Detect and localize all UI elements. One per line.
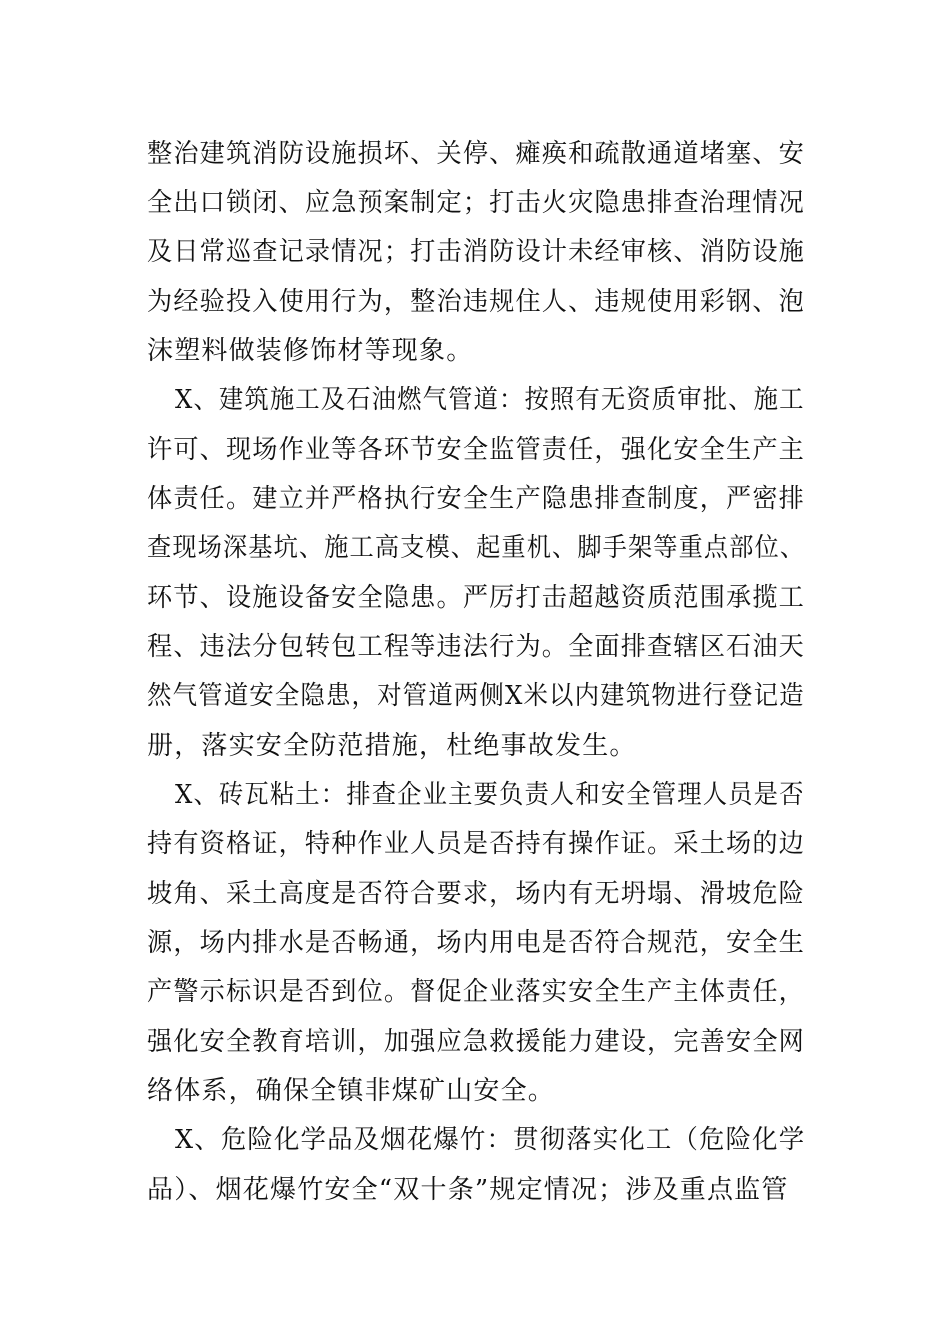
text-line: 然气管道安全隐患，对管道两侧X米以内建筑物进行登记造 (147, 681, 805, 711)
text-line: 沫塑料做装修饰材等现象。 (147, 336, 474, 366)
text-line: 产警示标识是否到位。督促企业落实安全生产主体责任， (147, 977, 805, 1007)
text-line: 为经验投入使用行为，整治违规住人、违规使用彩钢、泡 (147, 287, 805, 317)
text-line: 持有资格证，特种作业人员是否持有操作证。采土场的边 (147, 829, 805, 859)
text-line: 络体系，确保全镇非煤矿山安全。 (147, 1076, 556, 1106)
text-line: 源，场内排水是否畅通，场内用电是否符合规范，安全生 (147, 928, 805, 958)
text-line: 册，落实安全防范措施，杜绝事故发生。 (147, 731, 637, 761)
text-line: 整治建筑消防设施损坏、关停、瘫痪和疏散通道堵塞、安 (147, 139, 805, 169)
text-line: 坡角、采土高度是否符合要求，场内有无坍塌、滑坡危险 (147, 879, 805, 909)
text-line: X、危险化学品及烟花爆竹：贯彻落实化工（危险化学 (175, 1125, 806, 1155)
text-line: 强化安全教育培训，加强应急救援能力建设，完善安全网 (147, 1027, 805, 1057)
text-line: 体责任。建立并严格执行安全生产隐患排查制度，严密排 (147, 484, 805, 514)
text-line: 程、违法分包转包工程等违法行为。全面排查辖区石油天 (147, 632, 805, 662)
text-line: X、砖瓦粘土：排查企业主要负责人和安全管理人员是否 (175, 780, 805, 810)
text-line: 环节、设施设备安全隐患。严厉打击超越资质范围承揽工 (147, 583, 805, 613)
text-line: 品）、烟花爆竹安全“双十条”规定情况；涉及重点监管 (147, 1175, 789, 1205)
text-line: X、建筑施工及石油燃气管道：按照有无资质审批、施工 (175, 385, 805, 415)
text-line: 查现场深基坑、施工高支模、起重机、脚手架等重点部位、 (147, 533, 806, 563)
text-line: 及日常巡查记录情况；打击消防设计未经审核、消防设施 (147, 237, 805, 267)
text-line: 全出口锁闭、应急预案制定；打击火灾隐患排查治理情况 (147, 188, 805, 218)
text-line: 许可、现场作业等各环节安全监管责任，强化安全生产主 (147, 435, 805, 465)
